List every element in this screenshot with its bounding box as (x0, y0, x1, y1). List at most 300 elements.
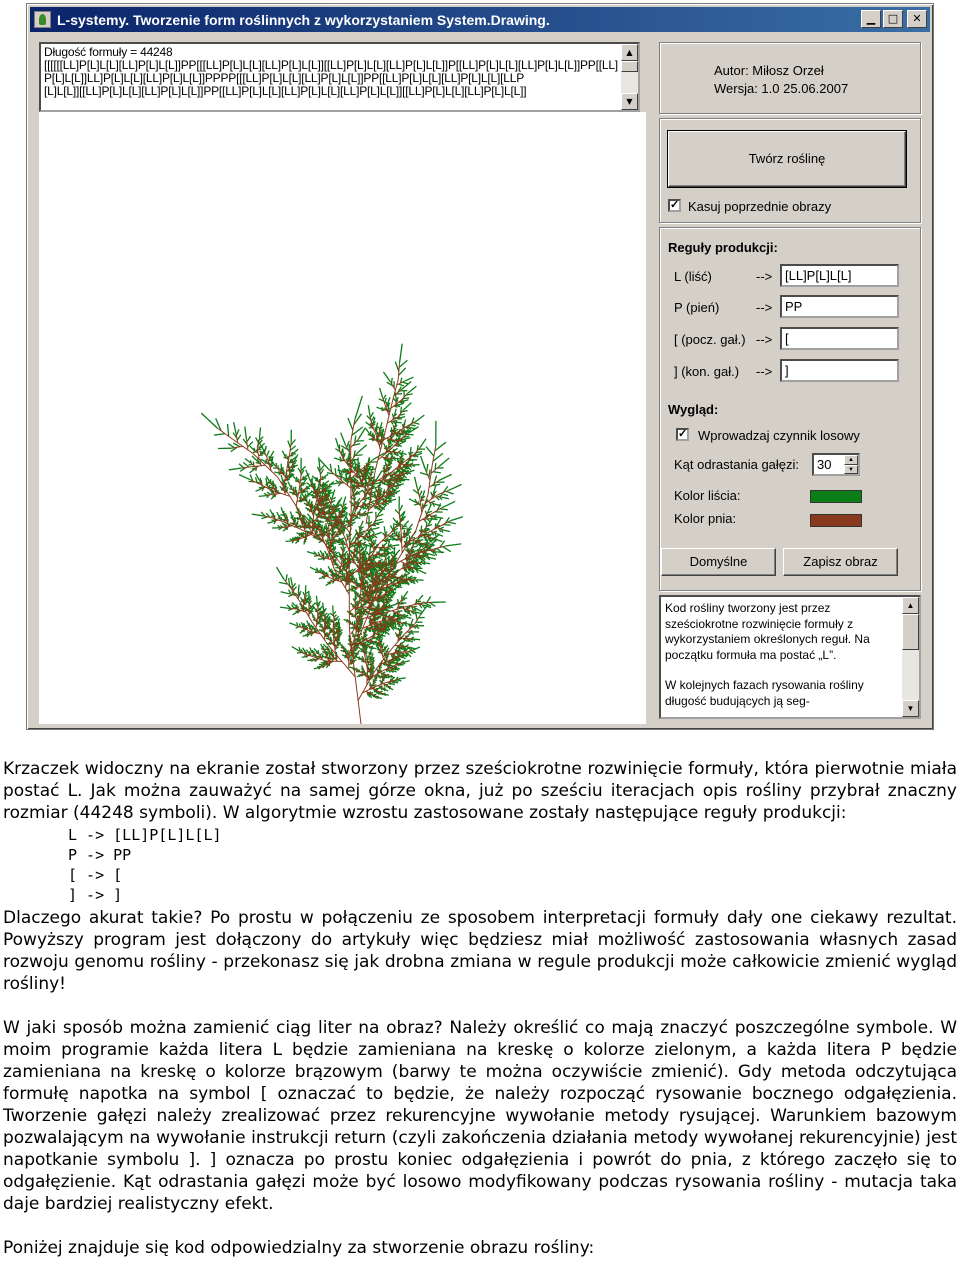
leaf-segment (349, 635, 350, 639)
leaf-segment (435, 517, 443, 518)
stem-segment (372, 685, 374, 686)
leaf-segment (298, 585, 299, 593)
leaf-segment (289, 623, 296, 626)
leaf-segment (392, 545, 400, 546)
leaf-segment (310, 567, 317, 571)
leaf-segment (396, 648, 397, 650)
leaf-segment (420, 439, 426, 448)
leaf-segment (394, 449, 397, 451)
leaf-segment (446, 491, 454, 494)
leaf-segment (321, 644, 323, 648)
leaf-segment (319, 577, 323, 578)
leaf-segment (389, 496, 391, 497)
leaf-segment (399, 611, 403, 612)
leaf-segment (437, 519, 441, 525)
leaf-segment (366, 422, 371, 426)
leaf-segment (441, 497, 449, 499)
stem-segment (329, 657, 330, 660)
leaf-segment (281, 507, 283, 513)
leaf-segment (229, 468, 241, 470)
leaf-segment (387, 453, 389, 456)
leaf-segment (319, 457, 320, 468)
leaf-segment (355, 396, 363, 420)
leaf-segment (395, 362, 399, 372)
leaf-segment (387, 648, 389, 651)
stem-segment (348, 657, 349, 660)
leaf-segment (247, 436, 251, 442)
leaf-segment (316, 596, 317, 603)
leaf-segment (323, 644, 327, 648)
leaf-segment (411, 619, 413, 625)
leaf-segment (380, 488, 382, 490)
leaf-segment (343, 497, 345, 505)
leaf-segment (342, 655, 345, 657)
leaf-segment (395, 422, 401, 423)
formula-scrollbar[interactable] (621, 44, 638, 110)
window-title: L-systemy. Tworzenie form roślinnych z wykorzystaniem System.Drawing. (57, 11, 550, 28)
leaf-segment (336, 438, 339, 448)
leaf-segment (405, 431, 411, 432)
stem-segment (330, 659, 332, 660)
leaf-segment (320, 550, 323, 554)
leaf-segment (239, 464, 244, 468)
leaf-segment (236, 429, 239, 435)
formula-line: P[L]L[L]]LL]P[L]L[L][LL]P[L]L[L]]PPPP[[[LL]P[L]L[L][LL]P[L]L[L]]PP[[LL]P[L]L[L][LL]P[L]L[L][LLP (44, 71, 525, 85)
leaf-segment (348, 418, 353, 430)
stem-segment (359, 675, 361, 676)
leaf-segment (409, 524, 413, 529)
leaf-segment (439, 474, 452, 480)
leaf-segment (386, 632, 390, 635)
leaf-segment (450, 517, 463, 521)
leaf-segment (336, 616, 339, 619)
leaf-segment (421, 456, 426, 469)
leaf-segment (332, 516, 337, 517)
formula-line: [[[[[[LL]P[L]L[L][LL]P[L]L[L]]PP[[[LL]P[L]L[L][LL]P[L]L[L]][[LL]P[L]L[L][LL]P[L]L[L]]P[[LL]P[L]L[L][LL]P[L]L[L]]PP[[LL] (44, 58, 618, 72)
leaf-segment (302, 657, 306, 658)
leaf-segment (256, 438, 259, 443)
leaf-segment (408, 386, 417, 393)
leaf-segment (399, 484, 404, 485)
leaf-segment (385, 462, 386, 465)
leaf-segment (267, 492, 271, 495)
leaf-segment (418, 486, 421, 492)
scroll-down-button[interactable] (621, 93, 638, 110)
leaf-segment (243, 462, 249, 467)
leaf-segment (359, 540, 362, 542)
stem-segment (368, 676, 369, 678)
leaf-segment (283, 529, 286, 531)
app-window (26, 3, 934, 730)
leaf-segment (290, 512, 292, 518)
leaf-segment (393, 518, 397, 523)
leaf-segment (314, 668, 319, 669)
leaf-segment (433, 472, 441, 473)
leaf-segment (228, 444, 234, 448)
leaf-segment (400, 344, 403, 363)
stem-segment (370, 669, 372, 670)
stem-segment (321, 631, 323, 632)
leaf-segment (307, 621, 309, 625)
stem-segment (289, 608, 297, 609)
leaf-segment (391, 499, 396, 500)
leaf-segment (392, 496, 395, 497)
leaf-segment (303, 648, 305, 652)
leaf-segment (334, 458, 340, 460)
minimize-icon: ▁ (866, 12, 876, 25)
leaf-segment (376, 488, 377, 491)
leaf-segment (239, 475, 250, 480)
leaf-segment (271, 451, 274, 457)
leaf-segment (322, 654, 323, 657)
leaf-segment (388, 600, 392, 601)
leaf-segment (286, 574, 287, 582)
close-icon: ✕ (912, 12, 922, 25)
leaf-segment (449, 485, 462, 491)
stem-segment (352, 661, 354, 662)
stem-segment (339, 628, 340, 632)
leaf-segment (435, 442, 446, 451)
leaf-segment (328, 566, 330, 570)
leaf-segment (329, 654, 330, 657)
leaf-segment (341, 632, 343, 634)
leaf-segment (339, 576, 344, 577)
leaf-segment (358, 490, 363, 493)
close-button[interactable] (907, 10, 927, 28)
leaf-segment (267, 522, 273, 524)
leaf-segment (419, 491, 422, 497)
leaf-segment (329, 624, 331, 626)
leaf-segment (295, 487, 296, 491)
leaf-segment (354, 460, 356, 468)
leaf-segment (389, 488, 391, 490)
leaf-segment (300, 631, 303, 633)
leaf-segment (370, 584, 371, 587)
leaf-segment (277, 567, 285, 579)
leaf-segment (399, 678, 406, 679)
leaf-segment (277, 512, 279, 517)
stem-segment (315, 659, 319, 660)
leaf-segment (408, 532, 411, 534)
stem-segment (319, 657, 321, 658)
leaf-segment (357, 676, 359, 677)
leaf-segment (368, 579, 371, 582)
leaf-segment (395, 633, 397, 636)
leaf-segment (399, 360, 407, 367)
leaf-segment (282, 451, 285, 457)
stem-segment (379, 676, 383, 677)
leaf-segment (385, 694, 389, 695)
leaf-segment (408, 654, 411, 657)
leaf-segment (252, 514, 263, 516)
leaf-segment (371, 696, 372, 699)
leaf-segment (424, 519, 427, 523)
formula-line: [L]L[L]][[LL]P[L]L[L][LL]P[L]L[L]]PP[[LL]P[L]L[L][LL]P[L]L[L][LL]P[L]L[L]][[LL]P[L]L[L][LL]P[L]L[L]] (44, 84, 527, 98)
leaf-segment (337, 470, 343, 471)
stem-segment (317, 603, 318, 609)
leaf-segment (372, 528, 379, 530)
leaf-segment (399, 531, 400, 535)
stem-segment (370, 685, 371, 687)
stem-segment (374, 676, 379, 677)
leaf-segment (339, 552, 341, 556)
leaf-segment (440, 509, 448, 510)
leaf-segment (266, 478, 267, 484)
leaf-segment (366, 429, 370, 434)
leaf-segment (319, 664, 322, 665)
formula-textbox[interactable] (39, 42, 640, 112)
leaf-segment (293, 583, 296, 587)
formula-length-line: Długość formuły = 44248 (44, 46, 173, 59)
leaf-segment (214, 434, 225, 436)
leaf-segment (410, 425, 416, 426)
leaf-segment (404, 479, 410, 480)
leaf-segment (341, 650, 344, 651)
leaf-segment (400, 417, 405, 418)
stem-segment (325, 625, 326, 627)
stem-segment (331, 640, 332, 643)
leaf-segment (443, 547, 451, 552)
leaf-segment (293, 612, 298, 615)
stem-segment (365, 674, 366, 677)
leaf-segment (377, 688, 380, 689)
leaf-segment (387, 503, 389, 504)
leaf-segment (324, 481, 329, 485)
leaf-segment (448, 522, 456, 524)
leaf-segment (260, 427, 261, 438)
leaf-segment (370, 648, 372, 652)
leaf-segment (373, 648, 377, 649)
leaf-segment (417, 453, 423, 455)
leaf-segment (281, 475, 283, 482)
leaf-segment (341, 433, 346, 445)
scroll-thumb[interactable] (621, 61, 638, 72)
leaf-segment (409, 651, 413, 653)
leaf-segment (404, 661, 410, 663)
leaf-segment (358, 647, 361, 650)
leaf-segment (312, 613, 314, 616)
leaf-segment (354, 660, 357, 661)
leaf-segment (399, 384, 404, 386)
leaf-segment (375, 532, 382, 535)
leaf-segment (326, 665, 328, 668)
leaf-segment (348, 650, 349, 653)
leaf-segment (380, 388, 383, 397)
stem-segment (322, 656, 323, 658)
leaf-segment (271, 496, 274, 499)
stem-segment (368, 668, 369, 670)
leaf-segment (414, 639, 420, 640)
leaf-segment (332, 490, 334, 498)
leaf-segment (418, 570, 427, 574)
leaf-segment (286, 487, 288, 490)
leaf-segment (401, 641, 404, 644)
leaf-segment (407, 434, 414, 435)
leaf-segment (389, 498, 392, 499)
plant-canvas (39, 112, 646, 724)
leaf-segment (314, 649, 317, 652)
leaf-segment (338, 465, 339, 474)
leaf-segment (420, 540, 424, 541)
leaf-segment (340, 630, 342, 631)
leaf-segment (324, 474, 328, 477)
leaf-segment (404, 377, 413, 381)
leaf-segment (398, 599, 399, 603)
leaf-segment (427, 554, 435, 556)
leaf-segment (292, 647, 299, 651)
scroll-up-icon: ▲ (626, 48, 633, 57)
stem-segment (362, 668, 363, 670)
leaf-segment (385, 590, 389, 591)
leaf-segment (426, 529, 430, 530)
leaf-segment (228, 424, 229, 436)
leaf-segment (393, 591, 395, 595)
leaf-segment (305, 491, 308, 492)
leaf-segment (307, 632, 309, 633)
leaf-segment (310, 648, 312, 652)
stem-segment (351, 652, 352, 655)
leaf-segment (410, 428, 415, 429)
leaf-segment (304, 503, 307, 505)
leaf-segment (421, 526, 422, 530)
leaf-segment (288, 482, 291, 488)
leaf-segment (384, 526, 385, 533)
leaf-segment (370, 412, 373, 417)
leaf-segment (356, 530, 357, 534)
stem-segment (375, 689, 377, 690)
leaf-segment (280, 607, 289, 608)
maximize-button[interactable] (883, 10, 903, 28)
leaf-segment (340, 538, 344, 540)
leaf-segment (304, 542, 305, 545)
leaf-segment (288, 441, 291, 448)
stem-segment (390, 668, 394, 669)
leaf-segment (418, 595, 423, 600)
stem-segment (320, 616, 322, 617)
leaf-segment (406, 624, 414, 626)
leaf-segment (245, 427, 247, 440)
leaf-segment (259, 496, 267, 497)
leaf-segment (380, 559, 383, 561)
leaf-segment (443, 501, 456, 507)
leaf-segment (402, 382, 408, 384)
leaf-segment (325, 551, 327, 555)
leaf-segment (381, 431, 384, 433)
stem-segment (324, 611, 325, 618)
leaf-segment (357, 517, 360, 518)
leaf-segment (305, 508, 307, 510)
leaf-segment (341, 448, 343, 454)
leaf-segment (402, 657, 405, 659)
leaf-segment (359, 509, 361, 512)
leaf-segment (366, 512, 373, 513)
leaf-segment (414, 423, 420, 425)
leaf-segment (256, 489, 262, 491)
leaf-segment (274, 472, 278, 473)
leaf-segment (357, 650, 360, 653)
leaf-segment (409, 613, 411, 616)
leaf-segment (357, 445, 367, 453)
leaf-segment (427, 596, 431, 602)
leaf-segment (443, 525, 451, 526)
leaf-segment (267, 451, 270, 457)
leaf-segment (379, 637, 383, 638)
leaf-segment (372, 668, 375, 669)
minimize-button[interactable] (861, 10, 881, 28)
leaf-segment (293, 587, 296, 591)
leaf-segment (384, 543, 387, 546)
title-bar[interactable] (30, 7, 930, 32)
leaf-segment (321, 522, 324, 523)
leaf-segment (388, 397, 390, 403)
leaf-segment (409, 470, 415, 472)
leaf-segment (293, 449, 298, 453)
leaf-segment (372, 628, 373, 632)
leaf-segment (362, 656, 363, 659)
stem-segment (391, 681, 394, 682)
stem-segment (391, 662, 394, 663)
scroll-up-button[interactable] (621, 44, 638, 61)
stem-segment (332, 659, 335, 660)
leaf-segment (354, 589, 356, 591)
leaf-segment (446, 544, 461, 546)
leaf-segment (415, 477, 418, 489)
leaf-segment (426, 447, 434, 457)
leaf-segment (301, 597, 303, 600)
leaf-segment (423, 563, 430, 564)
leaf-segment (404, 476, 407, 478)
leaf-segment (409, 641, 413, 643)
leaf-segment (384, 443, 386, 447)
leaf-segment (296, 541, 298, 543)
leaf-segment (427, 464, 428, 472)
app-icon[interactable] (34, 11, 51, 28)
leaf-segment (326, 583, 329, 585)
leaf-segment (386, 645, 388, 647)
leaf-segment (410, 576, 413, 578)
leaf-segment (201, 413, 217, 428)
leaf-segment (281, 592, 289, 594)
leaf-segment (395, 682, 399, 683)
leaf-segment (361, 546, 363, 549)
leaf-segment (384, 489, 385, 492)
leaf-segment (377, 522, 384, 523)
leaf-segment (301, 622, 303, 625)
leaf-segment (398, 403, 404, 405)
leaf-segment (357, 498, 360, 502)
leaf-segment (237, 435, 241, 441)
leaf-segment (312, 603, 316, 607)
leaf-segments (201, 344, 463, 699)
leaf-segment (390, 547, 394, 550)
stem-segment (324, 663, 326, 664)
leaf-segment (362, 665, 363, 668)
leaf-segment (234, 422, 236, 433)
leaf-segment (404, 521, 409, 526)
leaf-segment (245, 459, 251, 463)
leaf-segment (322, 615, 324, 616)
leaf-segment (403, 400, 408, 402)
leaf-segment (330, 533, 332, 535)
leaf-segment (270, 510, 273, 515)
leaf-segment (280, 486, 282, 489)
leaf-segment (303, 635, 307, 636)
leaf-segment (282, 523, 284, 526)
leaf-segment (399, 368, 406, 376)
plant-drawing (39, 112, 646, 724)
stem-segment (368, 662, 369, 664)
leaf-segment (291, 577, 293, 585)
